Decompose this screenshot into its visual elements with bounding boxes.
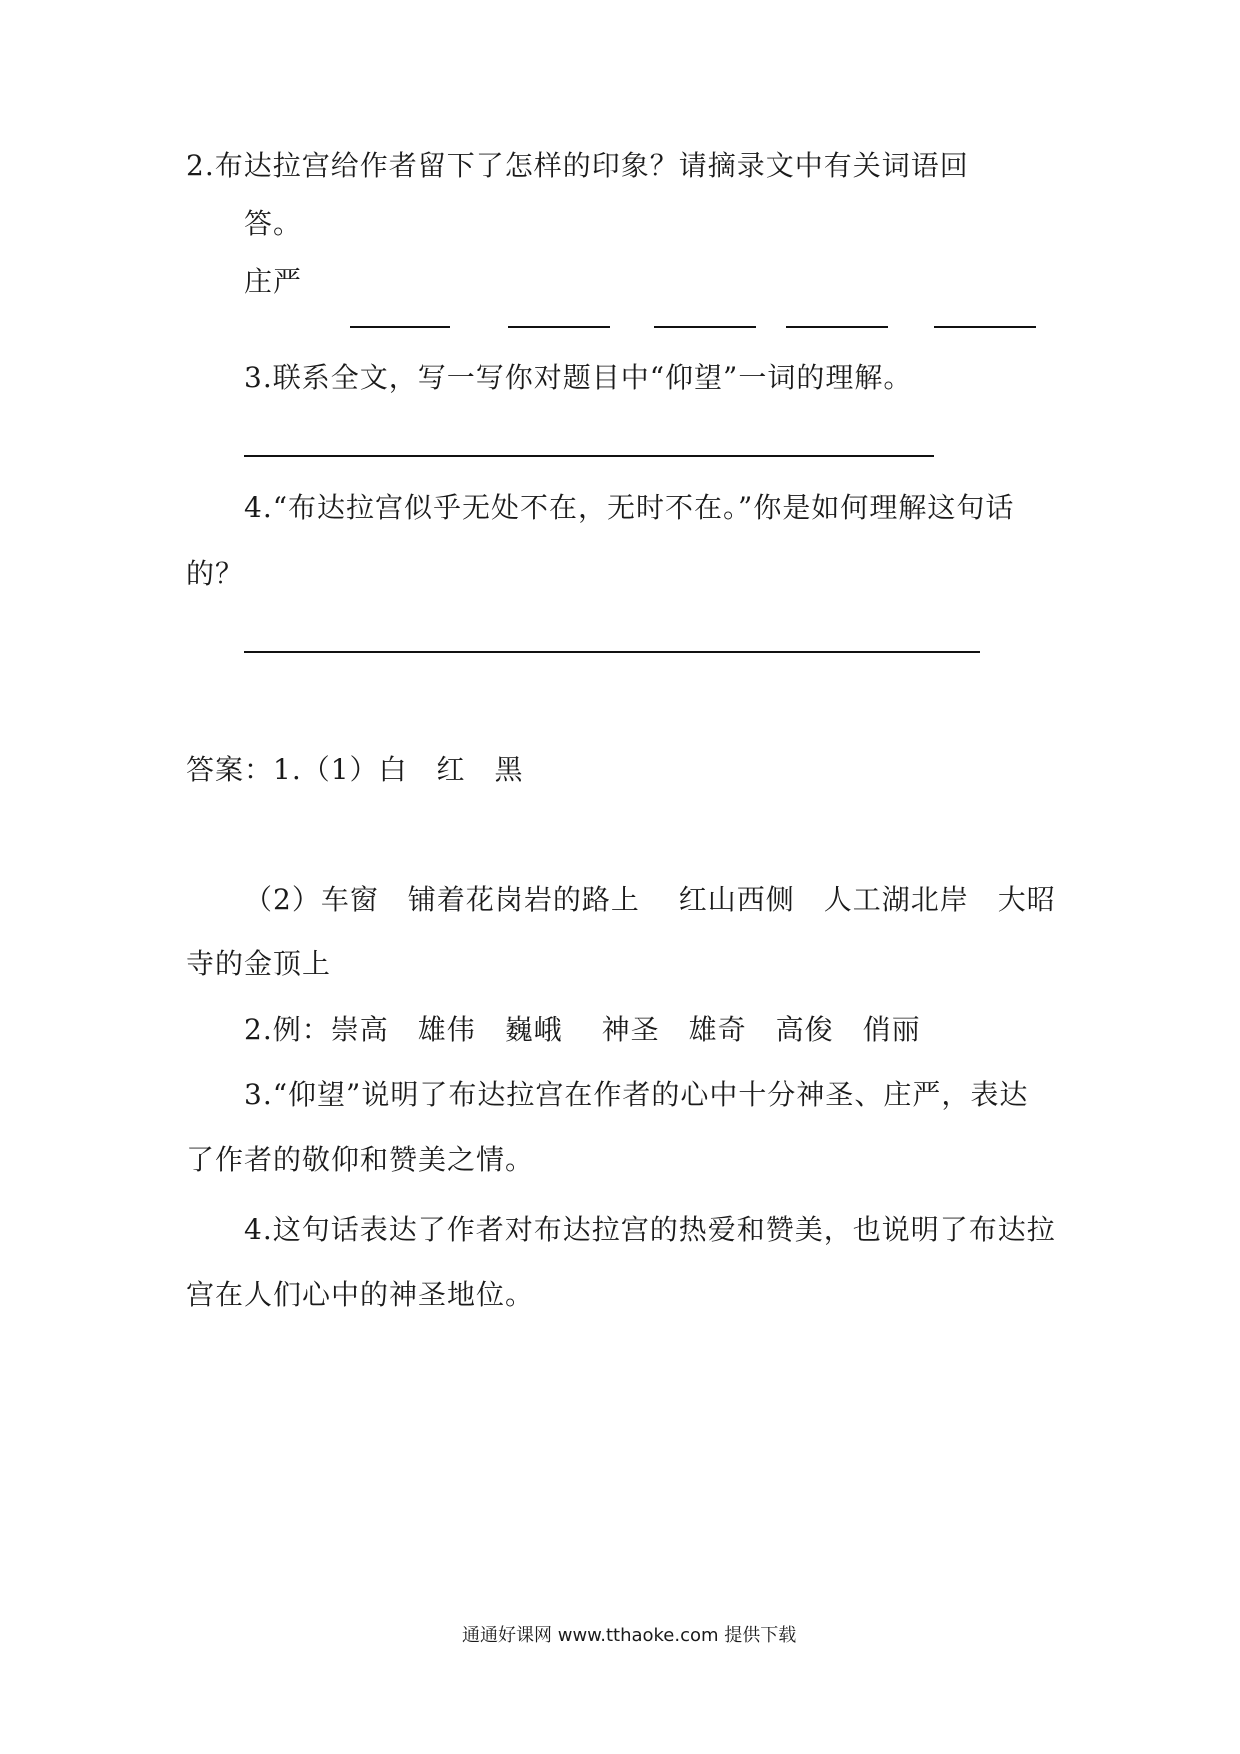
answer-blank-1[interactable] — [350, 326, 450, 328]
answer-blank-2[interactable] — [508, 326, 610, 328]
question-2-line-1: 2.布达拉宫给作者留下了怎样的印象？请摘录文中有关词语回 — [186, 149, 969, 182]
answer-blank-5[interactable] — [934, 326, 1036, 328]
answer-1-2-line-2: 寺的金顶上 — [186, 947, 332, 980]
question-4-line-1: 4.“布达拉宫似乎无处不在，无时不在。”你是如何理解这句话 — [244, 491, 1015, 524]
question-2-example-word: 庄严 — [244, 265, 303, 298]
answer-2: 2.例：崇高 雄伟 巍峨 神圣 雄奇 高俊 俏丽 — [244, 1013, 921, 1046]
answer-blank-4[interactable] — [786, 326, 888, 328]
answer-1-2-line-1: （2）车窗 铺着花岗岩的路上 红山西侧 人工湖北岸 大昭 — [244, 883, 1056, 916]
answer-3-line-1: 3.“仰望”说明了布达拉宫在作者的心中十分神圣、庄严，表达 — [244, 1078, 1029, 1111]
question-2-line-2: 答。 — [244, 207, 303, 240]
answer-blank-3[interactable] — [654, 326, 756, 328]
answer-3-line-2: 了作者的敬仰和赞美之情。 — [186, 1143, 535, 1176]
answer-1-1: 答案：1.（1）白 红 黑 — [186, 753, 524, 786]
footer-credit: 通通好课网 www.tthaoke.com 提供下载 — [462, 1625, 797, 1646]
question-4-line-2: 的？ — [186, 557, 245, 590]
answer-4-line-2: 宫在人们心中的神圣地位。 — [186, 1278, 535, 1311]
answer-4-line-1: 4.这句话表达了作者对布达拉宫的热爱和赞美，也说明了布达拉 — [244, 1213, 1056, 1246]
answer-line-3[interactable] — [244, 455, 934, 457]
question-3-text: 3.联系全文，写一写你对题目中“仰望”一词的理解。 — [244, 361, 913, 394]
answer-line-4[interactable] — [244, 651, 980, 653]
